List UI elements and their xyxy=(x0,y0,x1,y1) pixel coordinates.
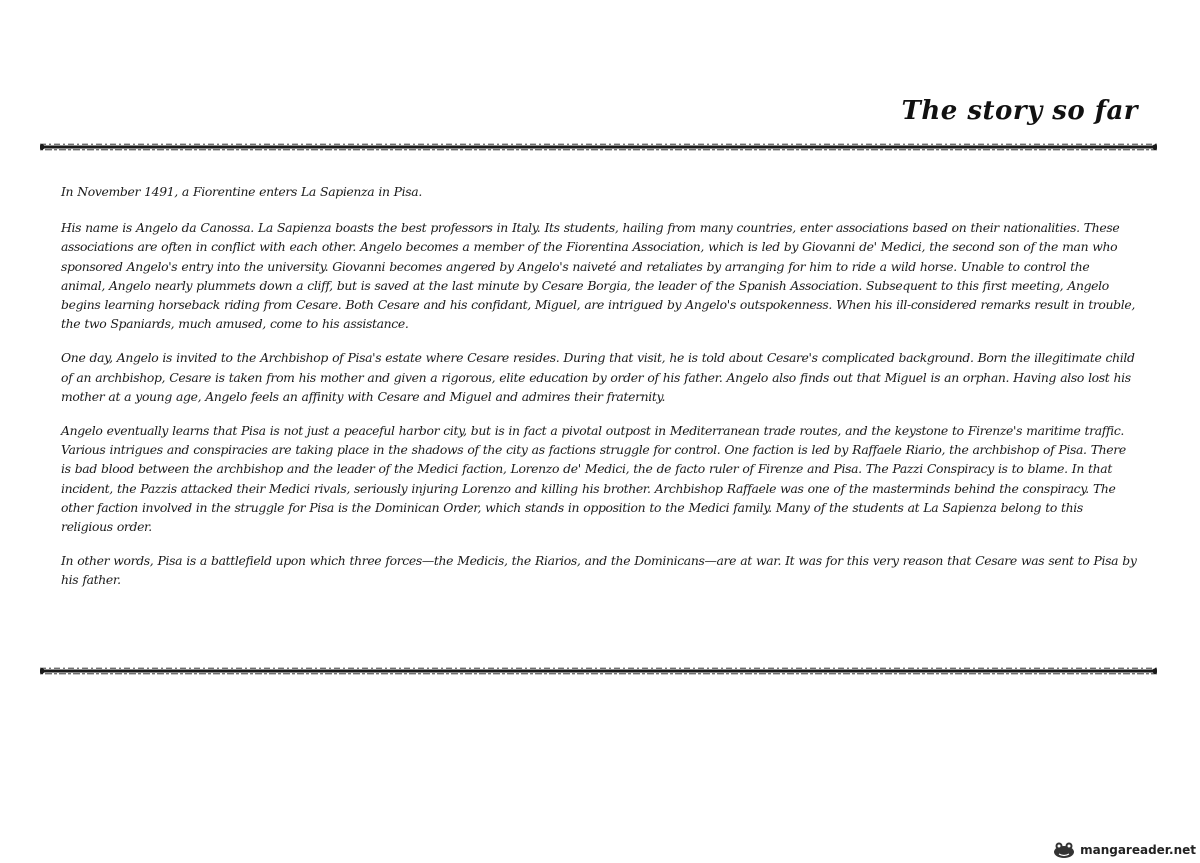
watermark xyxy=(1051,841,1196,859)
watermark-text: mangareader.net xyxy=(1080,843,1196,857)
story-paragraph: In November 1491, a Fiorentine enters La Sapienza in Pisa. xyxy=(61,184,422,199)
page-title: The story so far xyxy=(901,96,1138,126)
story-paragraph: In other words, Pisa is a battlefield upon which three forces—the Medicis, the Riarios, and the Dominicans—are at war. It was for this very reason that Cesare was sent to Pisa by his father. xyxy=(61,553,1137,588)
frog-logo-icon xyxy=(1051,841,1077,859)
story-paragraph: One day, Angelo is invited to the Archbishop of Pisa's estate where Cesare resides. During that visit, he is told about Cesare's complicated background. Born the illegitimate child of an archbishop, Cesare is taken from his mother and given a rigorous, elite education by order of his father. Angelo also finds out that Miguel is an orphan. Having also lost his mother at a young age, Angelo feels an affinity with Cesare and Miguel and admires their fraternity. xyxy=(61,350,1135,404)
story-paragraph: Angelo eventually learns that Pisa is not just a peaceful harbor city, but is in fact a pivotal outpost in Mediterranean trade routes, and the keystone to Firenze's maritime traffic. Various intrigues and conspiracies are taking place in the shadows of the city as factions struggle for control. One faction is led by Raffaele Riario, the archbishop of Pisa. There is bad blood between the archbishop and the leader of the Medici faction, Lorenzo de' Medici, the de facto ruler of Firenze and Pisa. The Pazzi Conspiracy is to blame. In that incident, the Pazzis attacked their Medici rivals, seriously injuring Lorenzo and killing his brother. Archbishop Raffaele was one of the masterminds behind the conspiracy. The other faction involved in the struggle for Pisa is the Dominican Order, which stands in opposition to the Medici family. Many of the students at La Sapienza belong to this religious order. xyxy=(61,423,1126,535)
story-text xyxy=(61,182,1137,605)
story-paragraph: His name is Angelo da Canossa. La Sapienza boasts the best professors in Italy. Its students, hailing from many countries, enter associations based on their nationalities. These associations are often in conflict with each other. Angelo becomes a member of the Fiorentina Association, which is led by Giovanni de' Medici, the second son of the man who sponsored Angelo's entry into the university. Giovanni becomes angered by Angelo's naiveté and retaliates by arranging for him to ride a wild horse. Unable to control the animal, Angelo nearly plummets down a cliff, but is saved at the last minute by Cesare Borgia, the leader of the Spanish Association. Subsequent to this first meeting, Angelo begins learning horseback riding from Cesare. Both Cesare and his confidant, Miguel, are intrigued by Angelo's outspokenness. When his ill-considered remarks result in trouble, the two Spaniards, much amused, come to his assistance. xyxy=(61,220,1135,332)
ornamental-divider-top xyxy=(40,142,1157,152)
ornamental-divider-bottom xyxy=(40,666,1157,676)
